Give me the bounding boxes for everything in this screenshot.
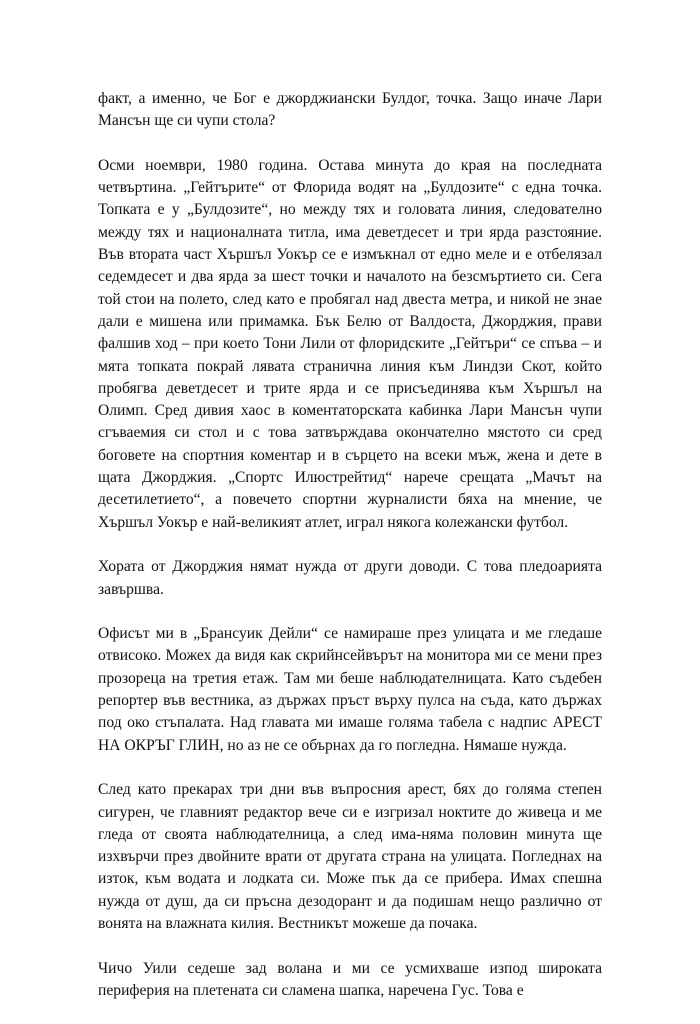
paragraph-3: Хората от Джорджия нямат нужда от други доводи. С това пледоарията завършва. [98, 558, 602, 598]
paragraph-6: Чичо Уили седеше зад волана и ми се усмихваше изпод широката периферия на плетената си сламена шапка, наречена Гус. Това е [98, 959, 602, 999]
paragraph-5: След като прекарах три дни във въпросния арест, бях до голяма степен сигурен, че главният редактор вече си е изгризал ноктите до живеца и ме гледа от своята наблюдателница, а след има-няма половин минута ще изхвърчи през двойните врати от другата страна на улицата. Погледнах на изток, към водата и лодката си. Може пък да се прибера. Имах спешна нужда от душ, да си пръсна дезодорант и да подишам нещо различно от вонята на влажната килия. Вестникът можеше да почака. [98, 781, 602, 932]
paragraph-4: Офисът ми в „Брансуик Дейли“ се намираше през улицата и ме гледаше отвисоко. Можех да видя как скрийнсейвърът на монитора ми се мени през прозореца на третия етаж. Там ми беше наблюдателницата. Като съдебен репортер във вестника, аз държах пръст върху пулса на съда, като държах под око стъпалата. Над главата ми имаше голяма табела с надпис АРЕСТ НА ОКРЪГ ГЛИН, но аз не се обърнах да го погледна. Нямаше нужда. [98, 625, 602, 754]
body-text [98, 88, 602, 1024]
paragraph-2: Осми ноември, 1980 година. Остава минута до края на последната четвъртина. „Гейтърите“ от Флорида водят на „Булдозите“ с една точка. Топката е у „Булдозите“, но между тях и головата линия, следователно между тях и националната титла, има деветдесет и три ярда разстояние. Във втората част Хършъл Уокър се е измъкнал от едно меле и е отбелязал седемдесет и два ярда за шест точки и началото на безсмъртието си. Сега той стои на полето, след като е пробягал над двеста метра, и никой не знае дали е мишена или примамка. Бък Белю от Валдоста, Джорджия, прави фалшив ход – при което Тони Лили от флоридските „Гейтъри“ се спъва – и мята топката покрай лявата странична линия към Линдзи Скот, който пробягва деветдесет и трите ярда и се присъединява към Хършъл на Олимп. Сред дивия хаос в коментаторската кабинка Лари Мансън чупи сгъваемия си стол и с това затвърждава окончателно мястото си сред боговете на спортния коментар и в сърцето на всеки мъж, жена и дете в щата Джорджия. „Спортс Илюстрейтид“ нарече срещата „Мачът на десетилетието“, а повечето спортни журналисти бяха на мнение, че Хършъл Уокър е най-великият атлет, играл някога колежански футбол. [98, 156, 602, 531]
paragraph-1: факт, а именно, че Бог е джорджиански Булдог, точка. Защо иначе Лари Мансън ще си чупи стола? [98, 90, 602, 130]
